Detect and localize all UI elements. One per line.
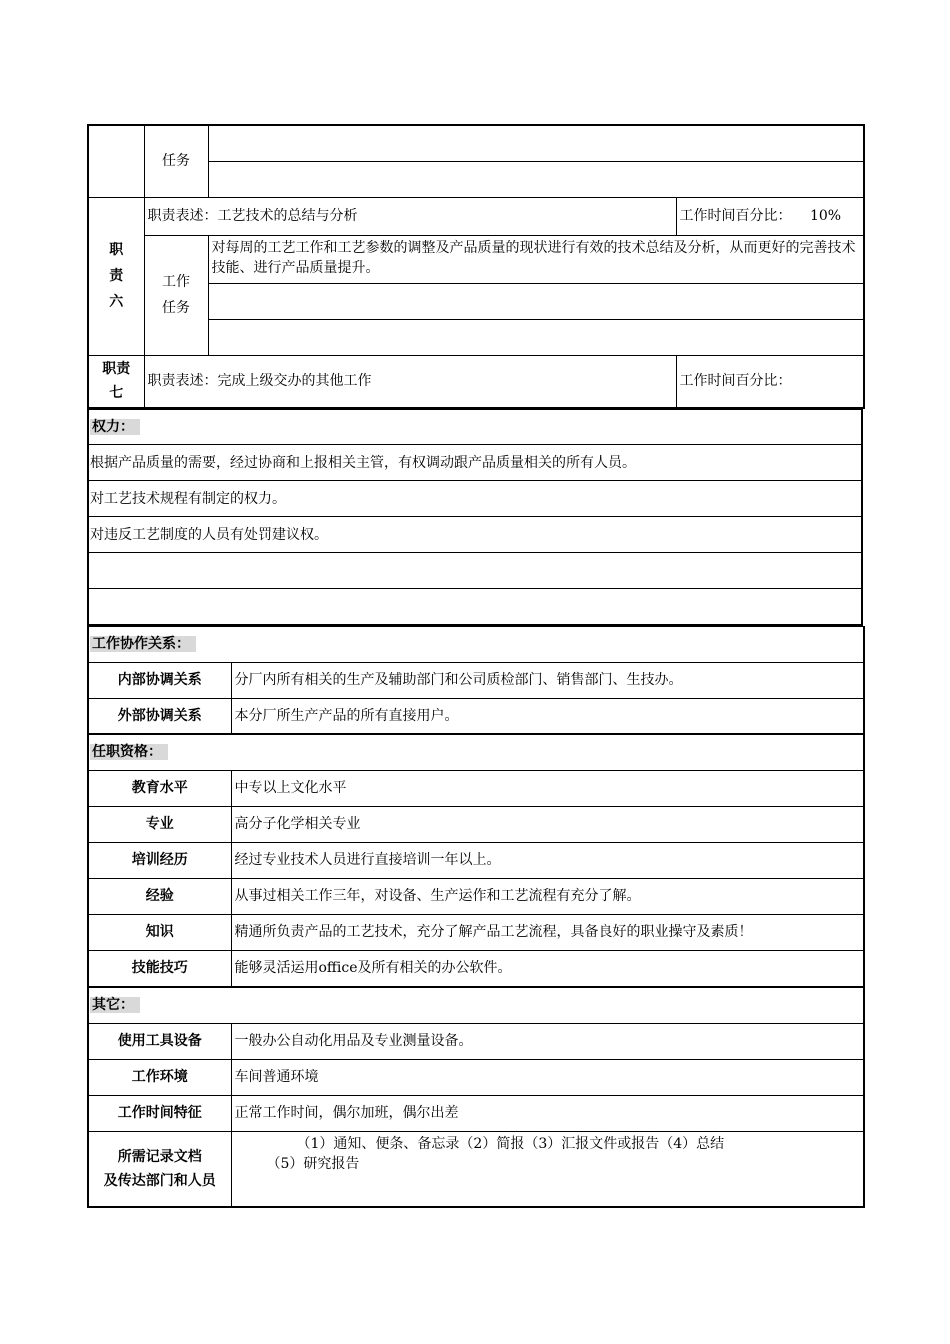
experience-value: 从事过相关工作三年，对设备、生产运作和工艺流程有充分了解。 — [231, 878, 864, 914]
major-label: 专业 — [88, 806, 231, 842]
duty6-task-line — [208, 319, 864, 355]
previous-duty-label-cell — [88, 125, 144, 197]
info-table — [87, 626, 865, 1209]
work-time-label: 工作时间特征 — [88, 1095, 231, 1131]
duty-table — [87, 124, 865, 409]
duty6-time-cell — [676, 197, 864, 235]
duty6-time-label: 工作时间百分比： — [679, 208, 792, 224]
duty7-label: 职责 七 — [88, 355, 144, 408]
education-label: 教育水平 — [88, 770, 231, 806]
knowledge-label: 知识 — [88, 914, 231, 950]
authority-item: 对违反工艺制度的人员有处罚建议权。 — [88, 517, 862, 553]
duty6-task-line — [208, 283, 864, 319]
internal-coordination-value: 分厂内所有相关的生产及辅助部门和公司质检部门、销售部门、生技办。 — [231, 662, 864, 698]
qualification-heading: 任职资格： — [88, 734, 864, 770]
authority-item — [88, 553, 862, 589]
other-heading: 其它： — [88, 987, 864, 1023]
environment-label: 工作环境 — [88, 1059, 231, 1095]
duty6-time-value: 10% — [809, 208, 842, 224]
environment-value: 车间普通环境 — [231, 1059, 864, 1095]
documents-label: 所需记录文档 及传达部门和人员 — [88, 1131, 231, 1207]
external-coordination-value: 本分厂所生产产品的所有直接用户。 — [231, 698, 864, 734]
authority-item: 对工艺技术规程有制定的权力。 — [88, 481, 862, 517]
cooperation-heading: 工作协作关系： — [88, 626, 864, 662]
training-label: 培训经历 — [88, 842, 231, 878]
skills-value: 能够灵活运用office及所有相关的办公软件。 — [231, 950, 864, 987]
previous-duty-task-line — [208, 161, 864, 197]
documents-line: （1）通知、便条、备忘录（2）简报（3）汇报文件或报告（4）总结 — [296, 1135, 725, 1152]
previous-duty-task-line — [208, 125, 864, 161]
training-value: 经过专业技术人员进行直接培训一年以上。 — [231, 842, 864, 878]
duty7-time-label: 工作时间百分比： — [676, 355, 864, 408]
authority-table — [87, 409, 863, 626]
documents-line: （5）研究报告 — [266, 1155, 360, 1172]
duty6-task-label: 工作 任务 — [144, 235, 208, 355]
duty7-description: 职责表述：完成上级交办的其他工作 — [144, 355, 676, 408]
major-value: 高分子化学相关专业 — [231, 806, 864, 842]
authority-item: 根据产品质量的需要，经过协商和上报相关主管，有权调动跟产品质量相关的所有人员。 — [88, 445, 862, 481]
authority-item — [88, 589, 862, 625]
previous-duty-task-label: 任务 — [144, 125, 208, 197]
education-value: 中专以上文化水平 — [231, 770, 864, 806]
duty6-task-text: 对每周的工艺工作和工艺参数的调整及产品质量的现状进行有效的技术总结及分析，从而更好的完善技术技能、进行产品质量提升。 — [208, 235, 864, 283]
tools-label: 使用工具设备 — [88, 1023, 231, 1059]
knowledge-value: 精通所负责产品的工艺技术，充分了解产品工艺流程，具备良好的职业操守及素质！ — [231, 914, 864, 950]
documents-value — [231, 1131, 864, 1207]
skills-label: 技能技巧 — [88, 950, 231, 987]
job-description-document — [87, 124, 863, 1208]
duty6-label: 职 责 六 — [88, 197, 144, 355]
experience-label: 经验 — [88, 878, 231, 914]
duty6-description: 职责表述：工艺技术的总结与分析 — [144, 197, 676, 235]
internal-coordination-label: 内部协调关系 — [88, 662, 231, 698]
tools-value: 一般办公自动化用品及专业测量设备。 — [231, 1023, 864, 1059]
work-time-value: 正常工作时间，偶尔加班，偶尔出差 — [231, 1095, 864, 1131]
authority-heading: 权力： — [88, 410, 862, 445]
external-coordination-label: 外部协调关系 — [88, 698, 231, 734]
